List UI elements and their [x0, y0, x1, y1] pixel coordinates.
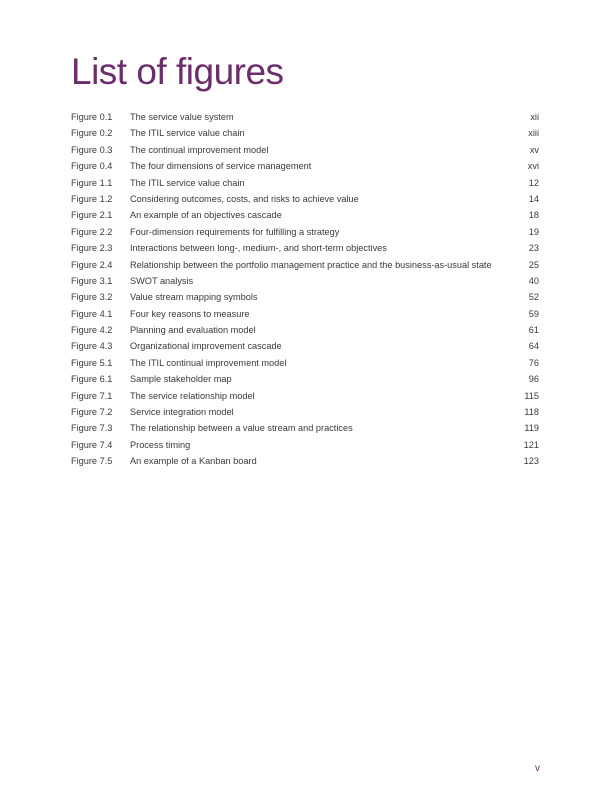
figure-title: SWOT analysis [130, 275, 194, 286]
list-item [71, 420, 539, 436]
list-item [71, 355, 539, 371]
figure-page-number: 12 [528, 177, 539, 188]
figure-number: Figure 2.2 [71, 226, 113, 237]
figure-number: Figure 2.1 [71, 210, 113, 221]
list-item [71, 322, 539, 338]
list-item [71, 191, 539, 207]
list-item [71, 175, 539, 191]
figure-title: Service integration model [130, 407, 234, 418]
figure-number: Figure 7.3 [71, 423, 113, 434]
figure-title: Organizational improvement cascade [130, 341, 282, 352]
list-item [71, 404, 539, 420]
list-item [71, 306, 539, 322]
figure-title: An example of an objectives cascade [130, 210, 282, 221]
figure-number: Figure 4.3 [71, 341, 113, 352]
list-item [71, 453, 539, 469]
figure-number: Figure 7.1 [71, 390, 113, 401]
list-item [71, 224, 539, 240]
figure-number: Figure 7.2 [71, 407, 113, 418]
figure-number: Figure 0.3 [71, 144, 113, 155]
figure-title: The continual improvement model [130, 144, 269, 155]
list-item [71, 125, 539, 141]
figure-number: Figure 2.3 [71, 243, 113, 254]
list-item [71, 207, 539, 223]
figure-number: Figure 7.4 [71, 439, 113, 450]
figure-page-number: 61 [528, 325, 539, 336]
figure-number: Figure 5.1 [71, 357, 113, 368]
figure-page-number: 59 [528, 308, 539, 319]
list-item [71, 240, 539, 256]
figure-page-number: 118 [524, 407, 539, 418]
list-item [71, 257, 539, 273]
figure-title: The ITIL service value chain [130, 128, 245, 139]
figure-page-number: 119 [524, 423, 539, 434]
figure-page-number: xii [530, 112, 539, 122]
figure-title: Sample stakeholder map [130, 374, 232, 385]
figure-title: Considering outcomes, costs, and risks to achieve value [130, 193, 359, 204]
figure-title: The four dimensions of service management [130, 161, 312, 172]
figure-page-number: 115 [524, 390, 539, 401]
figure-number: Figure 4.1 [71, 308, 113, 319]
figure-page-number: 14 [528, 193, 539, 204]
figure-page-number: 52 [528, 292, 539, 303]
figure-title: Four-dimension requirements for fulfilling a strategy [130, 226, 340, 237]
figure-number: Figure 3.1 [71, 275, 113, 286]
figure-title: The ITIL continual improvement model [130, 357, 287, 368]
figure-title: The ITIL service value chain [130, 177, 245, 188]
figure-number: Figure 1.2 [71, 193, 113, 204]
figure-number: Figure 2.4 [71, 259, 113, 270]
figure-number: Figure 4.2 [71, 325, 113, 336]
figure-title: The service value system [130, 112, 234, 122]
figure-page-number: 19 [528, 226, 539, 237]
list-item [71, 437, 539, 453]
figure-page-number: 123 [523, 456, 539, 467]
figure-page-number: 23 [528, 243, 539, 254]
figure-title: The relationship between a value stream and practices [130, 423, 353, 434]
figure-page-number: xv [529, 144, 539, 155]
figure-list [71, 109, 539, 470]
figure-title: Interactions between long-, medium-, and short-term objectives [130, 243, 387, 254]
page-number: v [535, 763, 540, 774]
figure-title: Relationship between the portfolio management practice and the business-as-usual state [130, 259, 492, 270]
figure-page-number: 18 [528, 210, 539, 221]
figure-page-number: 64 [528, 341, 539, 352]
figure-title: Value stream mapping symbols [130, 292, 258, 303]
figure-title: Four key reasons to measure [130, 308, 250, 319]
list-item [71, 338, 539, 354]
figure-number: Figure 0.4 [71, 161, 113, 172]
list-item [71, 371, 539, 387]
list-item [71, 109, 539, 125]
figure-number: Figure 6.1 [71, 374, 113, 385]
list-item [71, 158, 539, 174]
figure-number: Figure 0.1 [71, 112, 113, 122]
figure-title: An example of a Kanban board [130, 456, 257, 467]
figure-page-number: 76 [528, 357, 539, 368]
figure-number: Figure 7.5 [71, 456, 113, 467]
figure-page-number: 121 [523, 439, 539, 450]
page-title: List of figures [71, 51, 284, 92]
figure-number: Figure 0.2 [71, 128, 113, 139]
figure-number: Figure 1.1 [71, 177, 113, 188]
list-item [71, 289, 539, 305]
figure-page-number: xiii [528, 128, 539, 139]
list-item [71, 273, 539, 289]
figure-title: The service relationship model [130, 390, 255, 401]
list-item [71, 142, 539, 158]
figure-page-number: 25 [528, 259, 539, 270]
figure-number: Figure 3.2 [71, 292, 113, 303]
figure-page-number: 40 [528, 275, 539, 286]
figure-page-number: xvi [527, 161, 539, 172]
figure-title: Process timing [130, 439, 191, 450]
figure-page-number: 96 [528, 374, 539, 385]
figure-title: Planning and evaluation model [130, 325, 256, 336]
list-item [71, 388, 539, 404]
